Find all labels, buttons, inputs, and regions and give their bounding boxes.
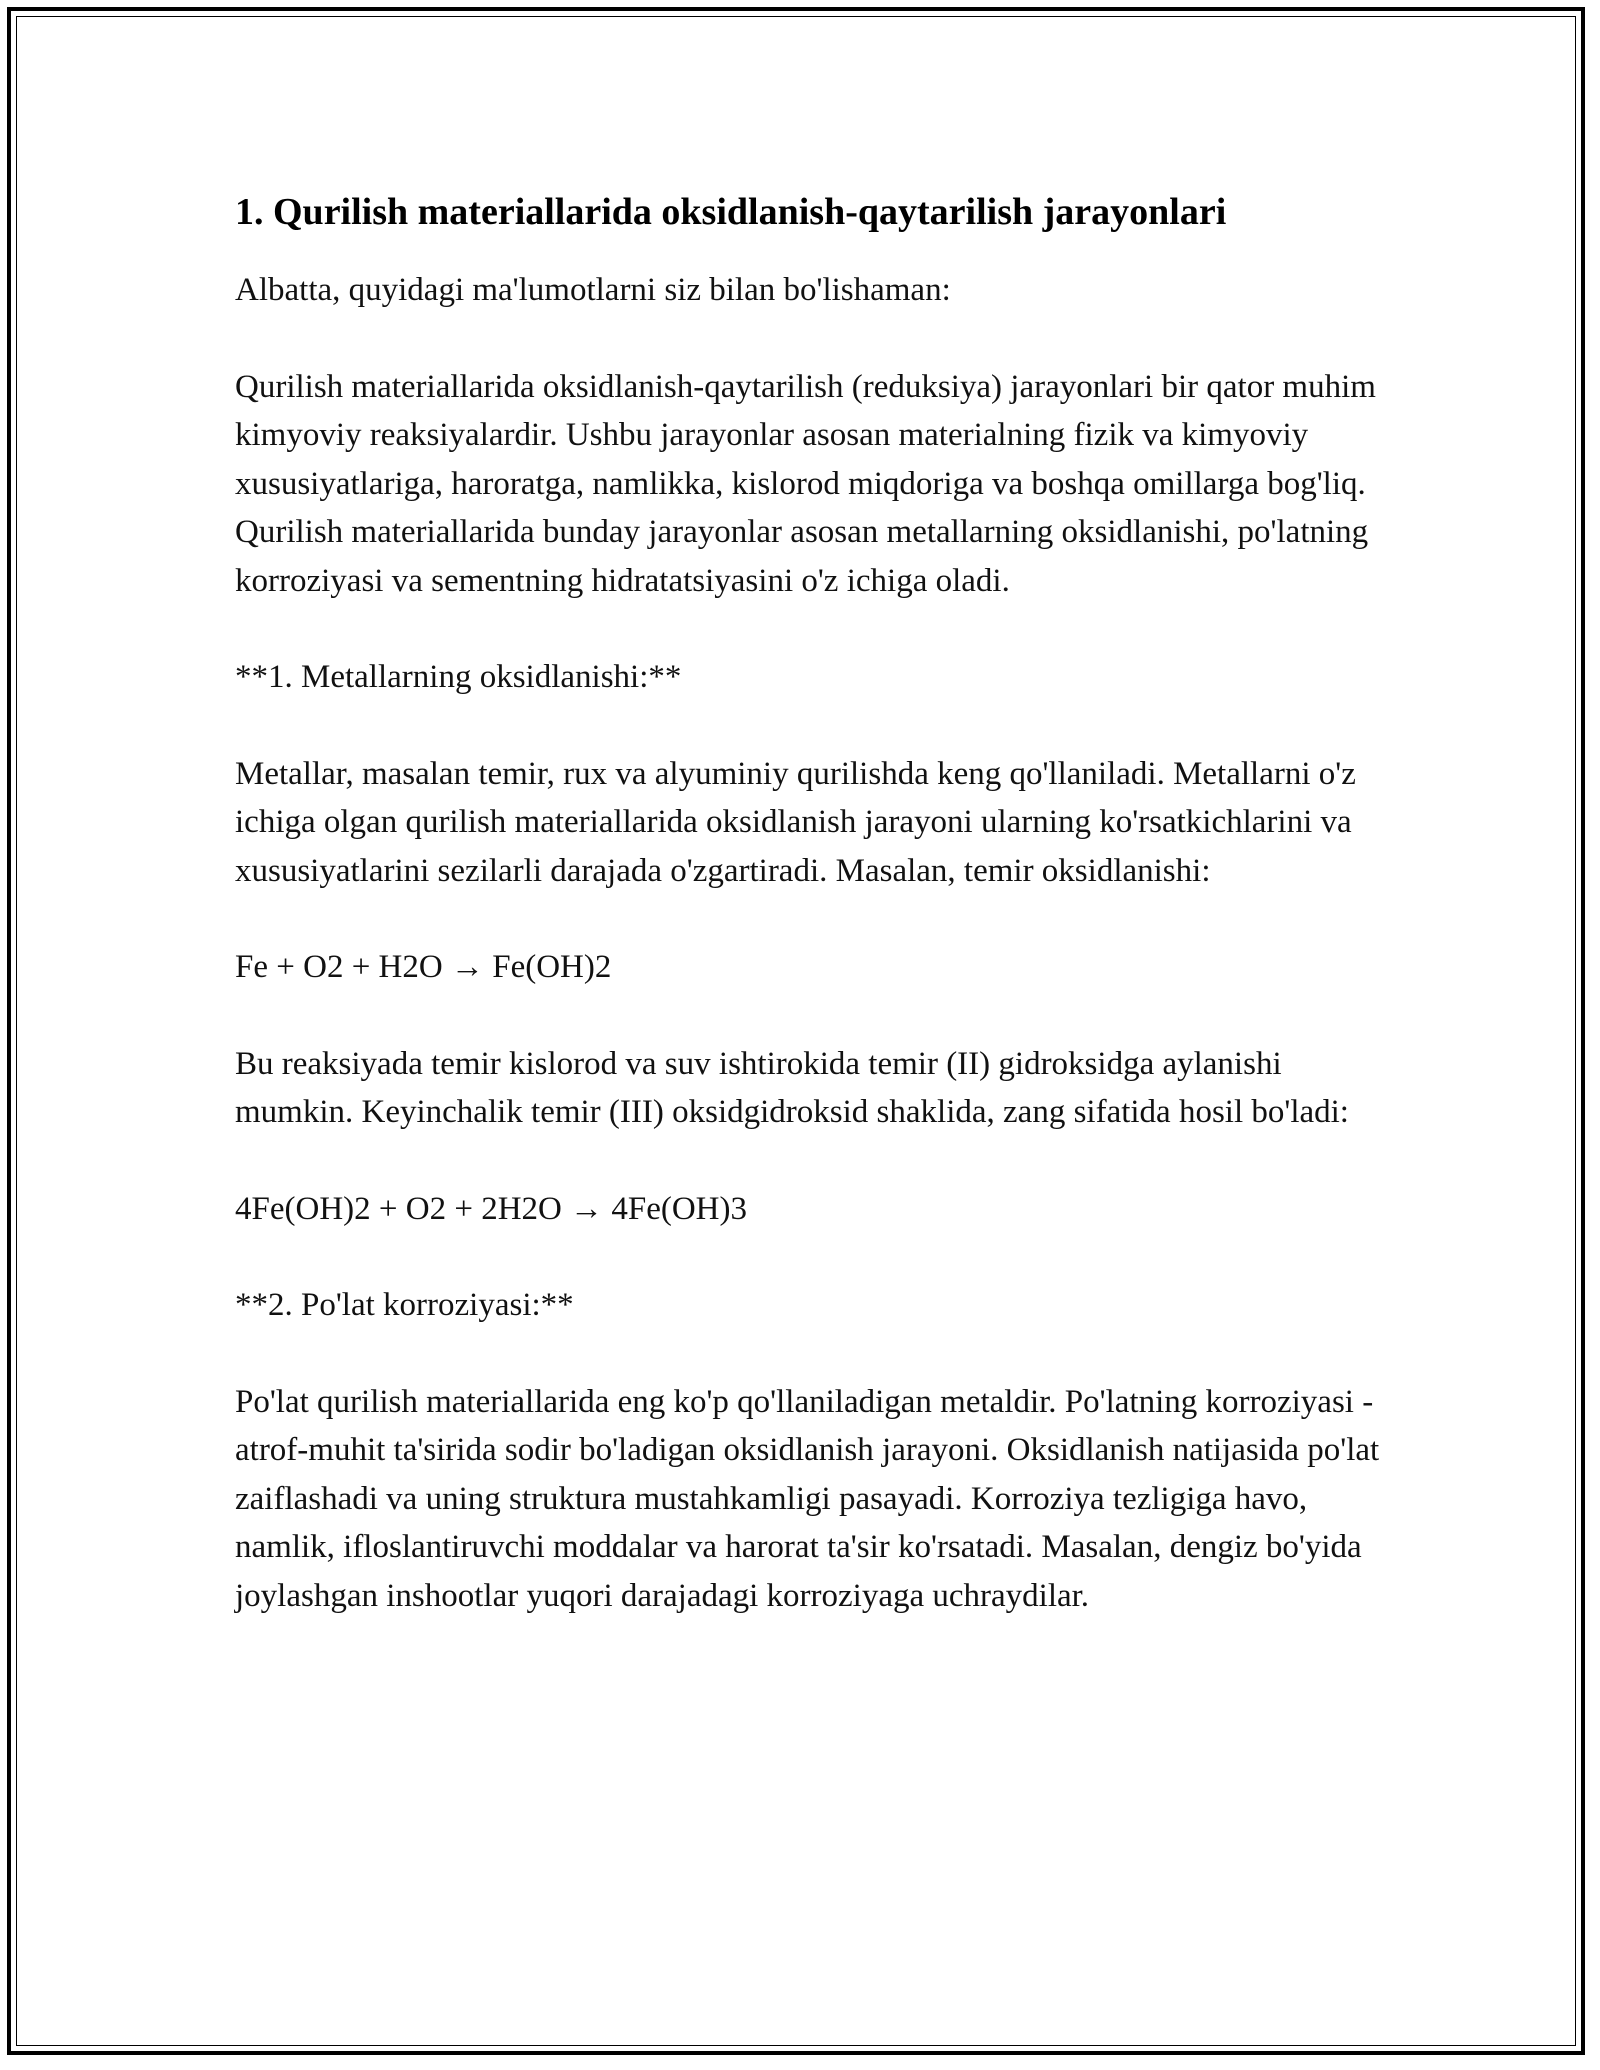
section-heading-metals: **1. Metallarning oksidlanishi:** bbox=[235, 659, 682, 695]
steel-corrosion-paragraph: Po'lat qurilish materiallarida eng ko'p qo'llaniladigan metaldir. Po'latning korroziyasi - atrof-muhit ta'sirida sodir bo'ladigan oksidlanish jarayoni. Oksidlanish natijasida po'lat zaiflashadi va uning struktura mustahkamligi pasayadi. Korroziya tezligiga havo, namlik, ifloslantiruvchi moddalar va harorat ta'sir ko'rsatadi. Masalan, dengiz bo'yida joylashgan inshootlar yuqori darajadagi korroziyaga uchraydilar. bbox=[235, 1383, 1380, 1614]
intro-paragraph: Albatta, quyidagi ma'lumotlarni siz bilan bo'lishaman: bbox=[235, 272, 951, 308]
equation-iron-oxidation: Fe + O2 + H2O → Fe(OH)2 bbox=[235, 949, 612, 985]
page-title: 1. Qurilish materiallarida oksidlanish-qaytarilish jarayonlari bbox=[235, 191, 1227, 233]
document-body bbox=[235, 186, 1385, 1668]
equation-rust-formation: 4Fe(OH)2 + O2 + 2H2O → 4Fe(OH)3 bbox=[235, 1190, 747, 1227]
overview-paragraph: Qurilish materiallarida oksidlanish-qaytarilish (reduksiya) jarayonlari bir qator muhim kimyoviy reaksiyalardir. Ushbu jarayonlar asosan materialning fizik va kimyoviy xususiyatlariga, haroratga, namlikka, kislorod miqdoriga va boshqa omillarga bog'liq. Qurilish materiallarida bunday jarayonlar asosan metallarning oksidlanishi, po'latning korroziyasi va sementning hidratatsiyasini o'z ichiga oladi. bbox=[235, 368, 1376, 599]
metals-paragraph: Metallar, masalan temir, rux va alyuminiy qurilishda keng qo'llaniladi. Metallarni o'z ichiga olgan qurilish materiallarida oksidlanish jarayoni ularning ko'rsatkichlarini va xususiyatlarini sezilarli darajada o'zgartiradi. Masalan, temir oksidlanishi: bbox=[235, 755, 1356, 889]
iron-hydroxide-paragraph: Bu reaksiyada temir kislorod va suv ishtirokida temir (II) gidroksidga aylanishi mumkin. Keyinchalik temir (III) oksidgidroksid shaklida, zang sifatida hosil bo'ladi: bbox=[235, 1045, 1349, 1130]
section-heading-steel: **2. Po'lat korroziyasi:** bbox=[235, 1287, 574, 1323]
